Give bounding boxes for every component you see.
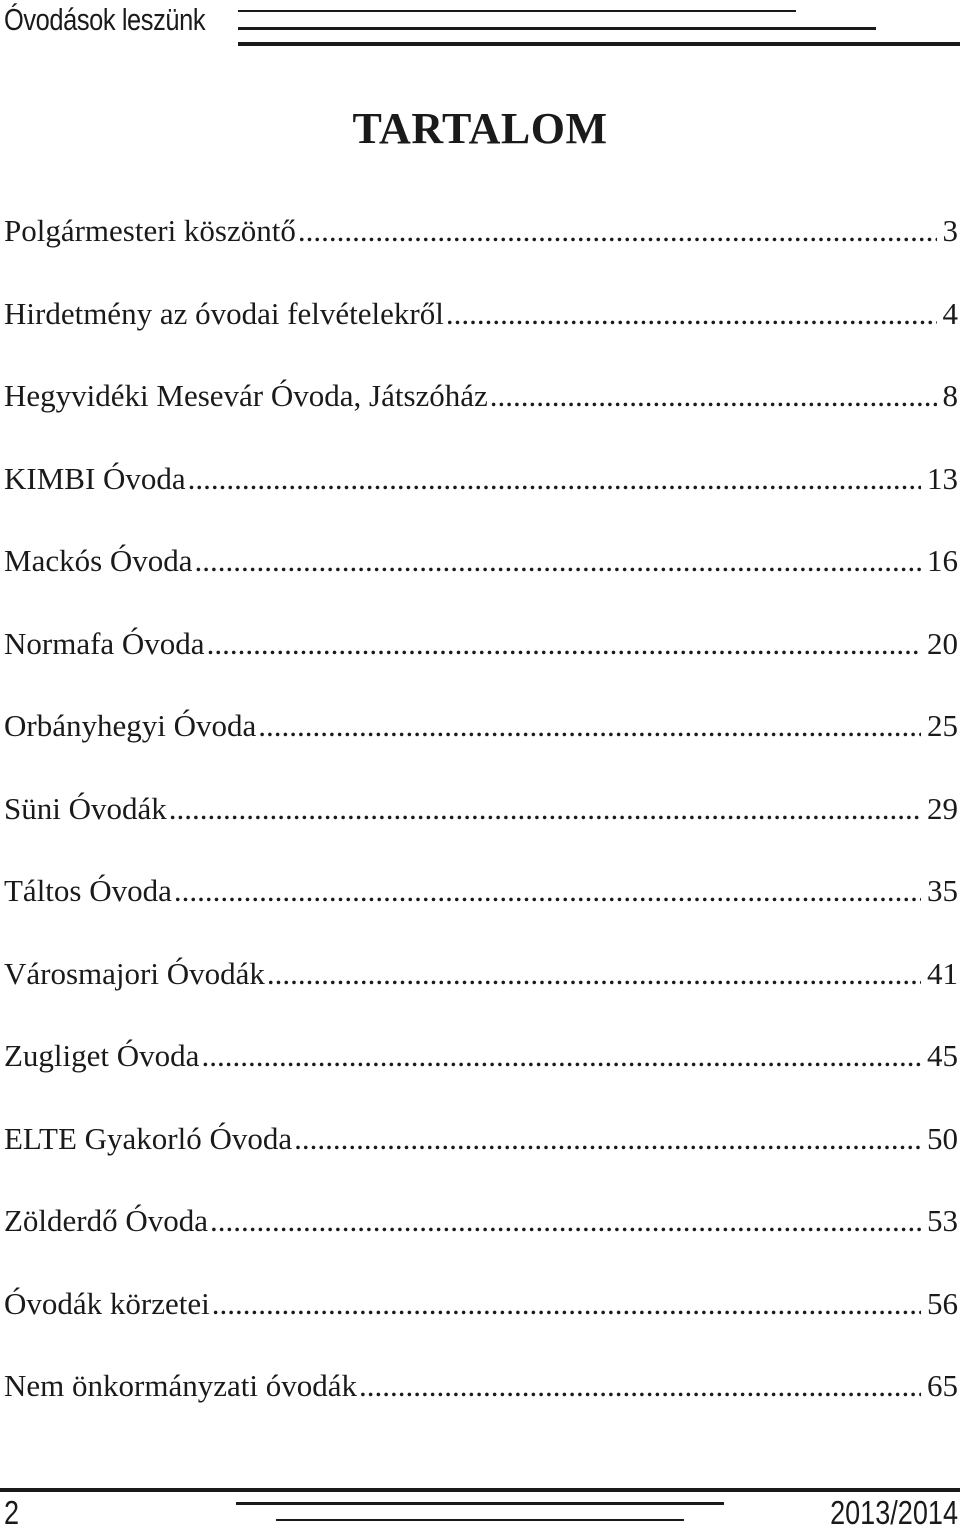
toc-dot-leader <box>359 1368 921 1404</box>
footer-rule-middle <box>236 1502 724 1505</box>
toc-dot-leader <box>195 543 921 579</box>
toc-entry-title: Polgármesteri köszöntő <box>4 213 296 248</box>
toc-dot-leader <box>210 1203 921 1239</box>
toc-entry-page: 41 <box>927 955 958 991</box>
toc-entry <box>4 1203 958 1286</box>
toc-dot-leader <box>294 1121 921 1157</box>
toc-entry-page: 20 <box>927 625 958 661</box>
toc-dot-leader <box>212 1286 921 1322</box>
toc-entry-page: 13 <box>927 460 958 496</box>
header-rule-bottom <box>238 42 960 46</box>
toc-dot-leader <box>174 873 921 909</box>
page-footer <box>0 1480 960 1537</box>
toc-entry-page: 53 <box>927 1203 958 1238</box>
toc-dot-leader <box>298 213 937 249</box>
toc-entry <box>4 213 958 296</box>
toc-entry-title: KIMBI Óvoda <box>4 460 186 496</box>
header-rule-middle <box>238 27 876 30</box>
toc-entry-title: Táltos Óvoda <box>4 873 172 908</box>
toc-entry <box>4 296 958 379</box>
toc-entry-page: 50 <box>927 1120 958 1156</box>
toc-entry-title: Zugliget Óvoda <box>4 1038 200 1073</box>
toc-entry <box>4 1121 958 1204</box>
toc-entry-page: 8 <box>942 378 958 413</box>
toc-entry-title: Mackós Óvoda <box>4 543 193 578</box>
toc-entry <box>4 461 958 544</box>
toc-entry <box>4 1286 958 1369</box>
toc-entry-title: Óvodák körzetei <box>4 1285 210 1321</box>
page-header <box>0 0 960 50</box>
toc-entry-page: 35 <box>927 873 958 908</box>
toc-entry-page: 65 <box>927 1368 958 1403</box>
page-title: TARTALOM <box>352 104 608 154</box>
toc-dot-leader <box>207 626 921 662</box>
toc-entry-title: ELTE Gyakorló Óvoda <box>4 1120 293 1156</box>
toc-entry-page: 4 <box>942 295 958 331</box>
header-rule-top <box>238 10 796 12</box>
toc-entry <box>4 543 958 626</box>
toc-entry <box>4 1368 958 1451</box>
toc-entry-title: Orbányhegyi Óvoda <box>4 708 257 743</box>
toc-entry-title: Hegyvidéki Mesevár Óvoda, Játszóház <box>4 378 488 413</box>
toc-entry-title: Zölderdő Óvoda <box>4 1203 209 1238</box>
toc-entry <box>4 378 958 461</box>
toc-dot-leader <box>169 791 921 827</box>
toc-entry-page: 3 <box>942 213 958 248</box>
toc-dot-leader <box>258 708 921 744</box>
header-title: Óvodások leszünk <box>4 2 206 37</box>
toc-entry-title: Városmajori Óvodák <box>4 955 265 991</box>
toc-entry-page: 25 <box>927 708 958 743</box>
toc-entry-title: Nem önkormányzati óvodák <box>4 1368 357 1403</box>
toc-dot-leader <box>267 956 921 992</box>
footer-rule-bottom <box>276 1519 684 1521</box>
toc-entry-page: 16 <box>927 543 958 578</box>
toc-entry-title: Normafa Óvoda <box>4 625 205 661</box>
page-number: 2 <box>4 1494 20 1531</box>
footer-year: 2013/2014 <box>830 1494 958 1531</box>
toc-dot-leader <box>446 296 937 332</box>
toc-entry-title: Hirdetmény az óvodai felvételekről <box>4 295 444 331</box>
toc-dot-leader <box>490 378 937 414</box>
toc-entry-page: 29 <box>927 790 958 826</box>
toc-entry-title: Süni Óvodák <box>4 790 167 826</box>
toc-entry <box>4 791 958 874</box>
toc-entry <box>4 1038 958 1121</box>
toc-dot-leader <box>201 1038 921 1074</box>
toc-dot-leader <box>188 461 921 497</box>
toc-entry <box>4 708 958 791</box>
toc-entry <box>4 956 958 1039</box>
toc-entry-page: 56 <box>927 1285 958 1321</box>
footer-rule-top <box>0 1488 960 1492</box>
table-of-contents <box>4 213 958 1451</box>
toc-entry-page: 45 <box>927 1038 958 1073</box>
toc-entry <box>4 626 958 709</box>
toc-entry <box>4 873 958 956</box>
